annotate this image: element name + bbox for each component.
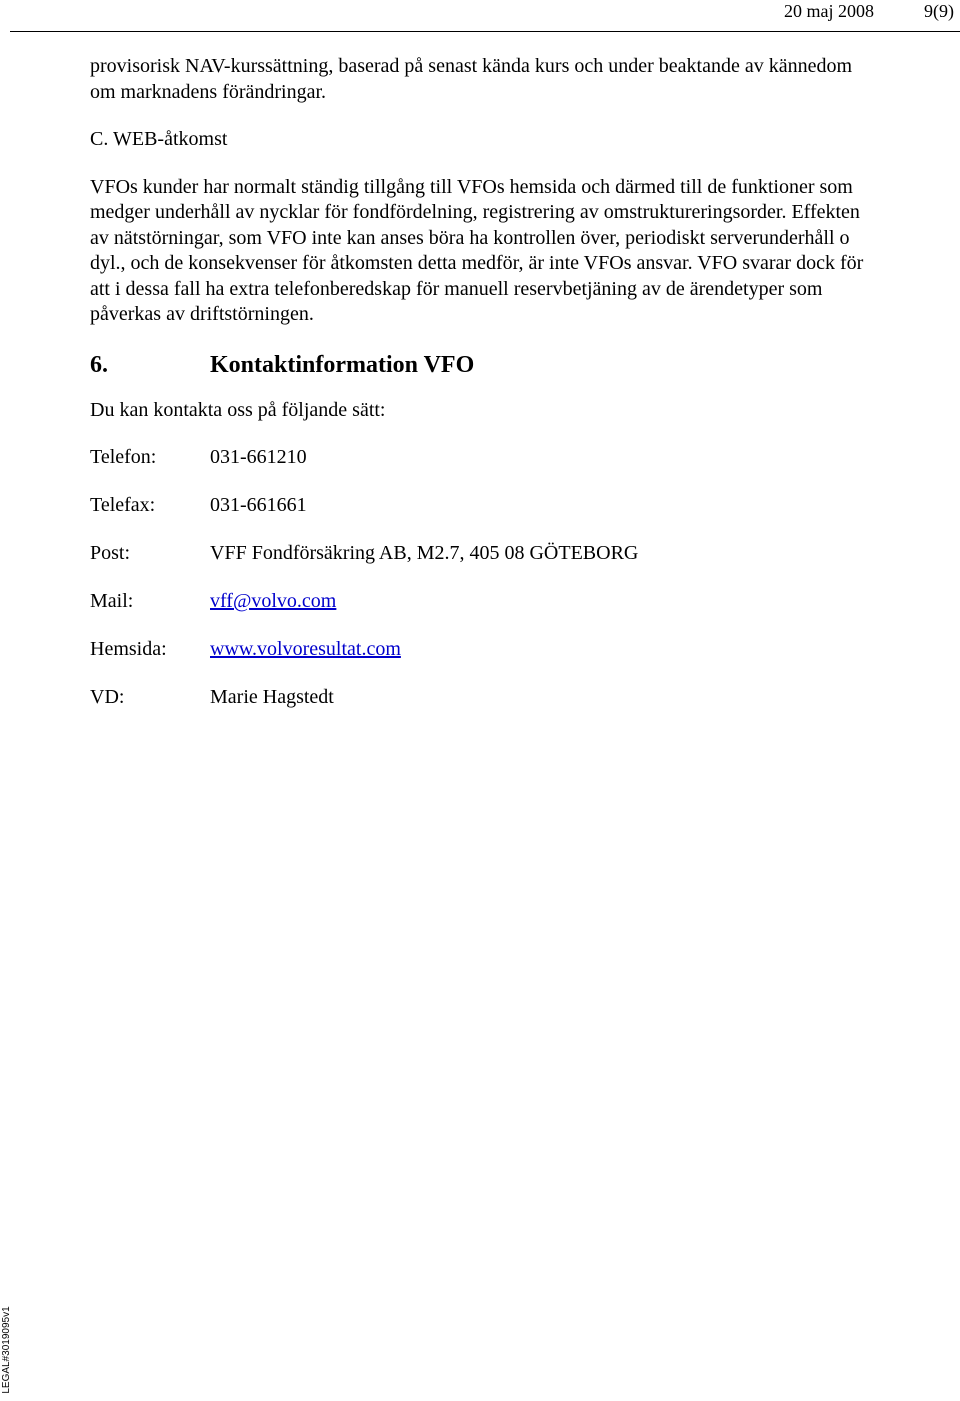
document-body — [90, 54, 870, 733]
contact-row-phone — [90, 445, 870, 493]
section-title: Kontaktinformation VFO — [210, 351, 475, 378]
website-link[interactable]: www.volvoresultat.com — [210, 638, 401, 660]
header-date: 20 maj 2008 — [784, 1, 874, 21]
website-label: Hemsida: — [90, 638, 167, 660]
paragraph-nav-pricing: provisorisk NAV-kurssättning, baserad på senast kända kurs och under beaktande av kännedom om marknadens förändringar. — [90, 55, 853, 103]
fax-value: 031-661661 — [210, 494, 307, 516]
contact-row-mail — [90, 589, 870, 637]
contact-intro: Du kan kontakta oss på följande sätt: — [90, 398, 386, 421]
mail-label: Mail: — [90, 590, 134, 612]
ceo-label: VD: — [90, 686, 125, 708]
section-number: 6. — [90, 351, 108, 378]
legal-document-id — [0, 1300, 14, 1400]
section-heading — [90, 350, 870, 380]
fax-label: Telefax: — [90, 494, 156, 516]
page-header — [0, 0, 960, 32]
page-number: 9(9) — [924, 1, 954, 21]
paragraph-web-access: VFOs kunder har normalt ständig tillgång till VFOs hemsida och därmed till de funktioner som medger underhåll av nycklar för fondfördelning, registrering av omstruktureringsorder. Effekten av nätstörningar, som VFO inte kan anses böra ha kontrollen över, periodiskt serverunderhåll o dyl., och de konsekvenser för åtkomsten detta medför, är inte VFOs ansvar. VFO svarar dock för att i dessa fall ha extra telefonberedskap för manuell reservbetjäning av de ärendetyper som påverkas av driftstörningen. — [90, 175, 864, 325]
subheading-web-access: C. WEB-åtkomst — [90, 128, 228, 150]
phone-label: Telefon: — [90, 446, 157, 468]
contact-row-ceo — [90, 685, 870, 733]
phone-value: 031-661210 — [210, 446, 307, 468]
mail-link[interactable]: vff@volvo.com — [210, 590, 337, 612]
contact-row-fax — [90, 493, 870, 541]
contact-row-post — [90, 541, 870, 589]
post-label: Post: — [90, 542, 131, 564]
post-address: VFF Fondförsäkring AB, M2.7, 405 08 GÖTEBORG — [210, 542, 639, 564]
header-divider — [10, 31, 960, 32]
contact-row-website — [90, 637, 870, 685]
legal-document-id-text: LEGAL#3019095v1 — [1, 1306, 12, 1394]
ceo-name: Marie Hagstedt — [210, 686, 334, 708]
